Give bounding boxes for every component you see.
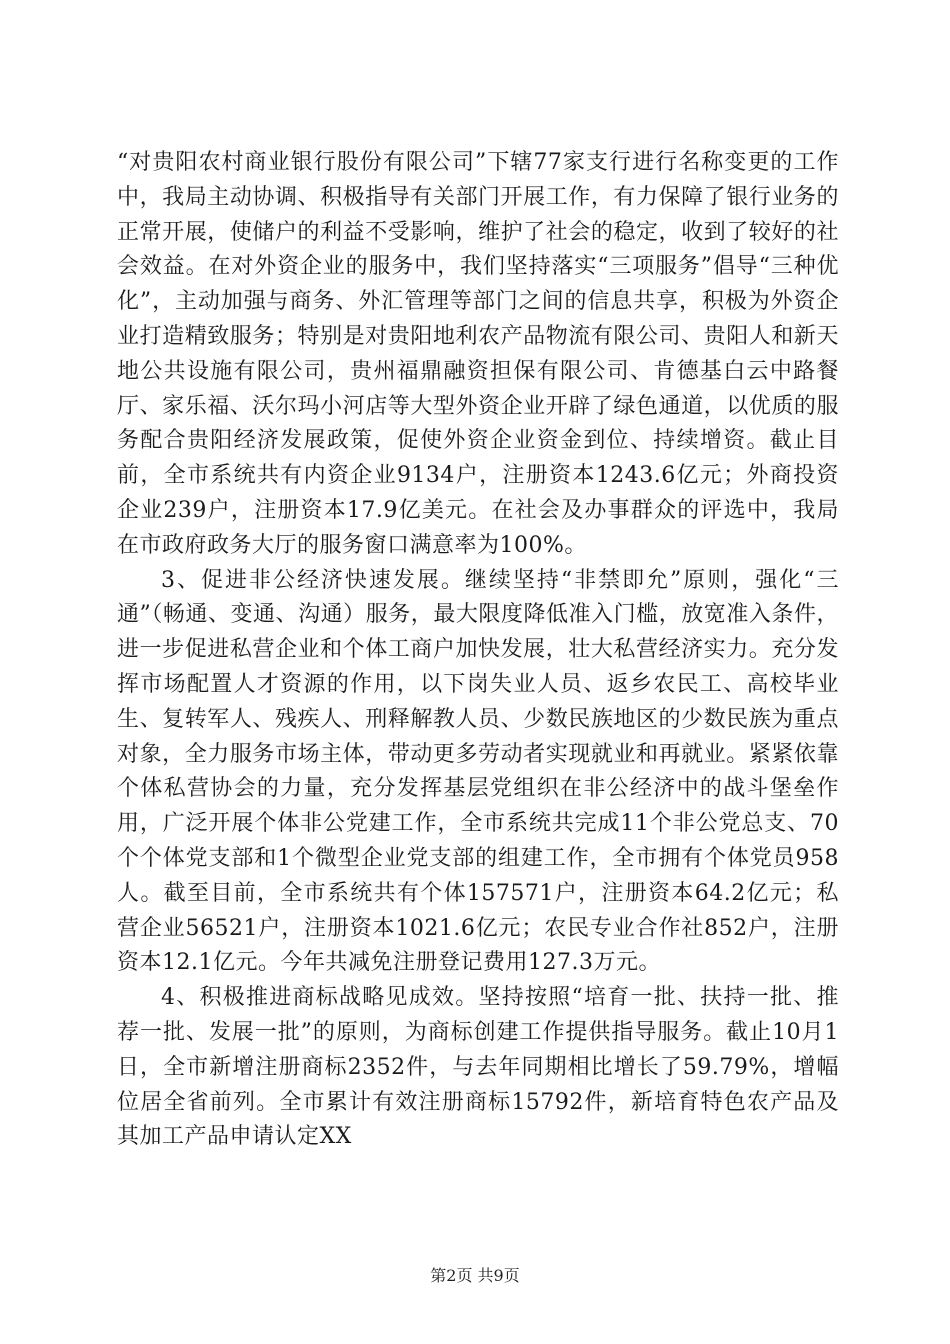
paragraph-non-public-economy: 3、促进非公经济快速发展。继续坚持“非禁即允”原则，强化“三通”（畅通、变通、沟通）服务，最大限度降低准入门槛，放宽准入条件，进一步促进私营企业和个体工商户加快发展，壮大私营经济实力。充分发挥市场配置人才资源的作用，以下岗失业人员、返乡农民工、高校毕业生、复转军人、残疾人、刑释解教人员、少数民族地区的少数民族为重点对象，全力服务市场主体，带动更多劳动者实现就业和再就业。紧紧依靠个体私营协会的力量，充分发挥基层党组织在非公经济中的战斗堡垒作用，广泛开展个体非公党建工作，全市系统共完成11个非公党总支、70个个体党支部和1个微型企业党支部的组建工作，全市拥有个体党员958人。截至目前，全市系统共有个体157571户，注册资本64.2亿元；私营企业56521户，注册资本1021.6亿元；农民专业合作社852户，注册资本12.1亿元。今年共减免注册登记费用127.3万元。 xyxy=(117,567,839,976)
document-body xyxy=(117,146,839,1155)
paragraph-foreign-enterprise-services: “对贵阳农村商业银行股份有限公司”下辖77家支行进行名称变更的工作中，我局主动协调、积极指导有关部门开展工作，有力保障了银行业务的正常开展，使储户的利益不受影响，维护了社会的稳定，收到了较好的社会效益。在对外资企业的服务中，我们坚持落实“三项服务”倡导“三种优化”，主动加强与商务、外汇管理等部门之间的信息共享，积极为外资企业打造精致服务；特别是对贵阳地利农产品物流有限公司、贵阳人和新天地公共设施有限公司，贵州福鼎融资担保有限公司、肯德基白云中路餐厅、家乐福、沃尔玛小河店等大型外资企业开辟了绿色通道，以优质的服务配合贵阳经济发展政策，促使外资企业资金到位、持续增资。截止目前，全市系统共有内资企业9134户，注册资本1243.6亿元；外商投资企业239户，注册资本17.9亿美元。在社会及办事群众的评选中，我局在市政府政务大厅的服务窗口满意率为100%。 xyxy=(117,150,839,558)
page-footer: 第2页 共9页 xyxy=(430,1266,520,1285)
paragraph-trademark-strategy: 4、积极推进商标战略见成效。坚持按照“培育一批、扶持一批、推荐一批、发展一批”的原则，为商标创建工作提供指导服务。截止10月1日，全市新增注册商标2352件，与去年同期相比增长了59.79%，增幅位居全省前列。全市累计有效注册商标15792件，新培育特色农产品及其加工产品申请认定XX xyxy=(117,985,839,1150)
